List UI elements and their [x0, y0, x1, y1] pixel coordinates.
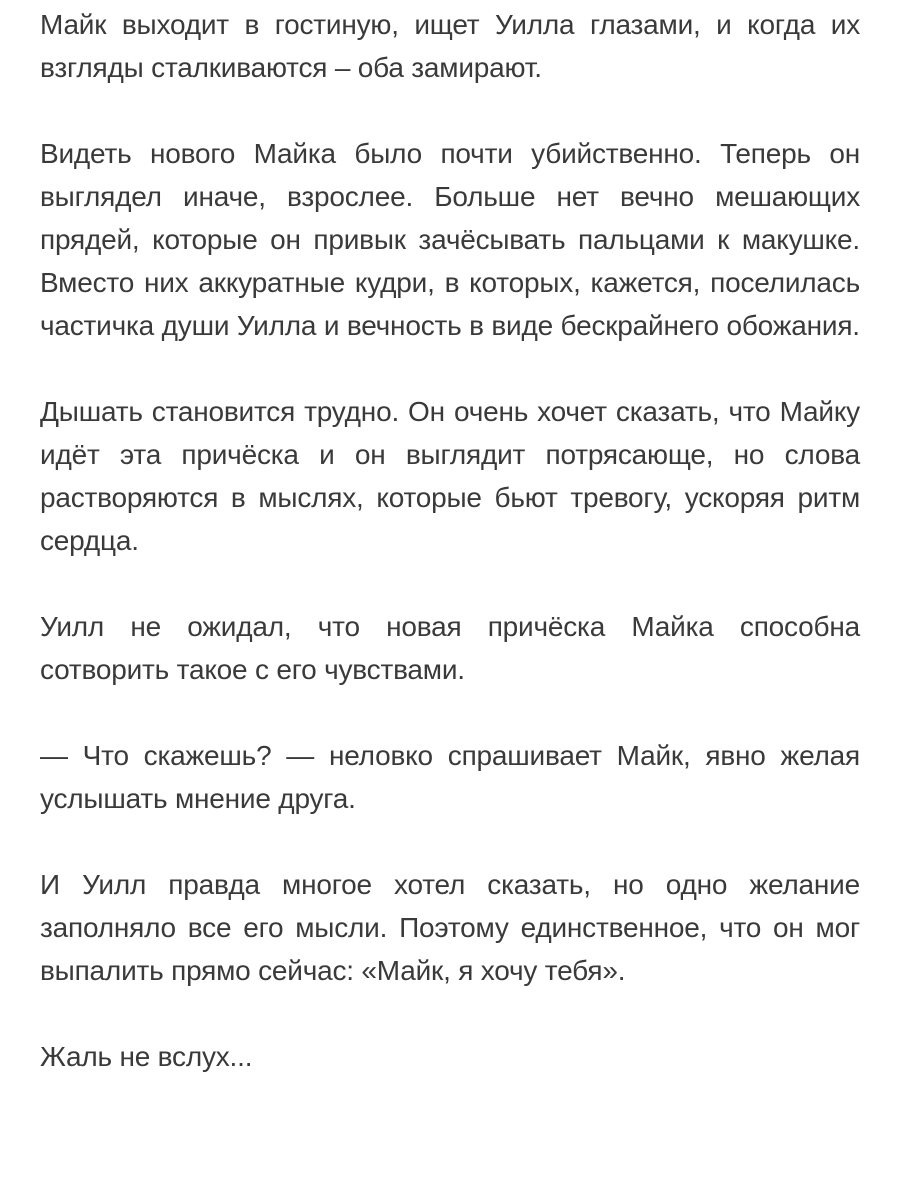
paragraph-6: И Уилл правда многое хотел сказать, но одно желание заполняло все его мысли. Поэтому единственное, что он мог выпалить прямо сейчас: «Майк, я хочу тебя». [40, 869, 860, 986]
paragraph-1: Майк выходит в гостиную, ищет Уилла глазами, и когда их взгляды сталкиваются – оба замирают. [40, 9, 860, 83]
paragraph-2: Видеть нового Майка было почти убийственно. Теперь он выглядел иначе, взрослее. Больше нет вечно мешающих прядей, которые он привык зачёсывать пальцами к макушке. Вместо них аккуратные кудри, в которых, кажется, поселилась частичка души Уилла и вечность в виде бескрайнего обожания. [40, 138, 860, 341]
paragraph-5: — Что скажешь? — неловко спрашивает Майк, явно желая услышать мнение друга. [40, 740, 860, 814]
paragraph-7: Жаль не вслух... [40, 1041, 253, 1072]
paragraph-3: Дышать становится трудно. Он очень хочет сказать, что Майку идёт эта причёска и он выглядит потрясающе, но слова растворяются в мыслях, которые бьют тревогу, ускоряя ритм сердца. [40, 396, 860, 556]
story-text [40, 0, 860, 1121]
paragraph-4: Уилл не ожидал, что новая причёска Майка способна сотворить такое с его чувствами. [40, 611, 860, 685]
